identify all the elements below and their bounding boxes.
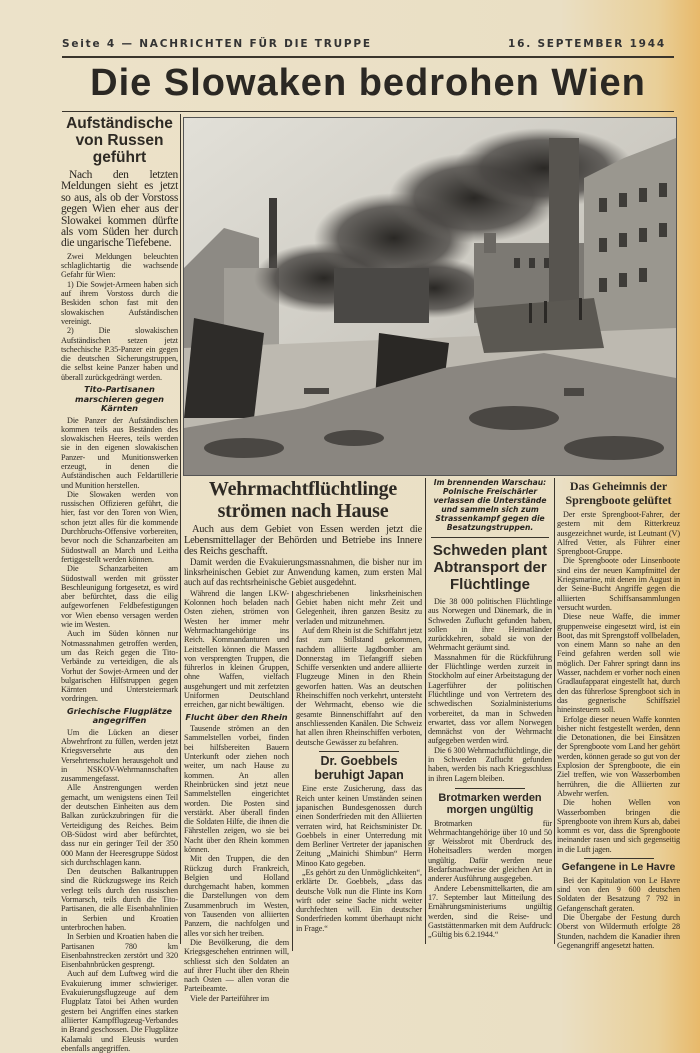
- paragraph: Auf dem Rhein ist die Schiffahrt jetzt fast zum Stillstand gekommen, nachdem alliierte Jagdbomber am Donnerstag im Tiefangriff sieben Schiffe versenkten und andere alliierte Flugzeuge Minen in den Rhein geworfen hatten. Was an deutschen Rheinschiffen noch verkehrt, untersteht der Wehrmacht, ebenso wie die gesamte Binnenschiffahrt auf den anschliessenden Kanälen. Die Schweiz hat allen ihren Rheinschiffen verboten, deutsche Gewässer zu befahren.: [296, 625, 422, 747]
- havre-body: [557, 876, 680, 950]
- paragraph: Brotmarken für Wehrmachtangehörige über 10 und 50 gr Weissbrot mit Überdruck des Hoheitsadlers werden morgen ungültig. Dafür werden neue Bedarfsnachweise der gleichen Art in anderer Ausführung ausgegeben.: [428, 818, 552, 884]
- warsaw-photo: [183, 117, 677, 476]
- column-a: [184, 589, 289, 1003]
- subheading: Griechische Flugplätze angegriffen: [66, 705, 173, 726]
- article-headline: Wehrmachtflüchtlinge strömen nach Hause: [208, 478, 398, 522]
- photo-caption: Im brennenden Warschau: Polnische Freischärler verlassen die Unterstände und sammeln sich zum Strassenkampf gegen die Besatzungstruppen.: [433, 478, 547, 532]
- paragraph: Die Übergabe der Festung durch Oberst von Wildermuth erfolgte 28 Stunden, nachdem die Kanadier ihren Gegenangriff angesetzt hatten.: [557, 912, 680, 950]
- paragraph: Den deutschen Balkantruppen sind die Rückzugswege ins Reich verlegt teils durch den russischen Vormarsch, teils durch die Tito-Partisanen, die alle Eisenbahnlinien in Serbien und Kroatien unterbrochen haben.: [61, 867, 178, 932]
- section-rule: [319, 751, 399, 753]
- paragraph: Zwei Meldungen beleuchten schlaglichtartig die wachsende Gefahr für Wien:: [61, 251, 178, 280]
- masthead: [62, 38, 674, 54]
- paragraph: Der erste Sprengboot-Fahrer, der gestern mit dem Ritterkreuz ausgezeichnet wurde, ist Leutnant (V) Alfred Vetter, als Führer einer Sprengboot-Gruppe.: [557, 510, 680, 557]
- paragraph: Um die Lücken an dieser Abwehrfront zu füllen, werden jetzt Kriegsversehrte aus den Versehrtenschulen herausgeholt und in NSKOV-Wehrmannschaften zusammengefasst.: [61, 727, 178, 784]
- section-rule: [455, 788, 525, 789]
- paragraph: Mit den Truppen, die den Rückzug durch Frankreich, Belgien und Holland durchgemacht haben, kommen die Darstellungen von dem Zusammenbruch im Westen, von Tausenden von alliierten Panzern, die nachfolgen und alles vor sich her treiben.: [184, 854, 289, 938]
- paragraph: Die Bevölkerung, die dem Kriegsgeschehen entrinnen will, schliesst sich den Soldaten an auf ihrer Flucht über den Rhein nach Osten — allen voran die Parteibeamte.: [184, 937, 289, 994]
- paragraph: Die 6 300 Wehrmachtflüchtlinge, die in Schweden Zuflucht gefunden haben, werden bis nach Kriegsschluss in ihren Lagern bleiben.: [428, 745, 552, 783]
- paragraph: Die Sprengboote oder Linsenboote sind eins der neuen Kampfmittel der Kriegsmarine, mit denen im August in der Seine-Bucht Angriffe gegen die alliierten Schiffsansammlungen versucht wurden.: [557, 556, 680, 612]
- paragraph: In Serbien und Kroatien haben die Partisanen 780 km Eisenbahnstrecken zerstört und 320 Eisenbahnbrücken gesprengt.: [61, 932, 178, 970]
- column-rule: [554, 478, 555, 944]
- lede-text: Nach den letzten Meldungen sieht es jetzt so aus, als ob der Vorstoss gegen Wien eher aus der Slowakei kommen dürfte als vom Süden her durch die ungarische Tiefebene.: [61, 169, 178, 250]
- paragraph: Diese neue Waffe, die immer gruppenweise eingesetzt wird, ist ein Boot, das mit Sprengstoff vollbeladen, von einem Mann so nahe an den Feind gefahren werden soll wie möglich. Der Fahrer springt dann ins Wasser, nachdem er vorher noch einen Gradlaufapparat eingestellt hat, durch den das führerlose Sprengboot sich in das gegnerische Schiffsziel hineinsteuern soll.: [557, 612, 680, 715]
- headline-rule: [62, 111, 674, 112]
- paragraph: Bei der Kapitulation von Le Havre sind von den 9 600 deutschen Soldaten der Besatzung 7 792 in Gefangenschaft geraten.: [557, 875, 680, 913]
- goebbels-body: [296, 784, 422, 933]
- brotmarken-body: [428, 819, 552, 940]
- paragraph: „Es gehört zu den Unmöglichkeiten“, erklärte Dr. Goebbels, „dass das deutsche Volk nun die Flinte ins Korn wirft oder seine Sache nicht weiter durchfechten will. Ein deutscher Sonderfrieden kommt überhaupt nicht in Frage.“: [296, 868, 422, 933]
- subheading: Flucht über den Rhein: [185, 711, 288, 722]
- article-aufstaendische: [61, 115, 178, 1053]
- section-rule: [431, 537, 549, 538]
- burning-city-photo: [184, 118, 676, 475]
- article-body: [61, 252, 178, 1053]
- paragraph: 1) Die Sowjet-Armeen haben sich auf ihrem Vorstoss durch die Beskiden schon fast mit den slowakischen Aufständischen vereinigt.: [61, 279, 178, 326]
- column-b: [296, 589, 422, 933]
- paragraph: Damit werden die Evakuierungsmassnahmen, die bisher nur im linksrheinischen Gebiet zur Anwendung kamen, zum ersten Mal auch auf das rechtsrheinische Gebiet ausgedehnt.: [184, 557, 422, 587]
- paragraph: Eine erste Zusicherung, dass das Reich unter keinen Umständen seinen japanischen Bundesgenossen durch einen Sonderfrieden mit den Alliierten verraten wird, hat Reichsminister Dr. Goebbels in einer Unterredung mit dem Berliner Vertreter der japanischen Zeitung „Mainichi Shimbun“ Herrn Minoo Kato gegeben.: [296, 784, 422, 868]
- paragraph: 2) Die slowakischen Aufständischen setzen jetzt tschechische P.35-Panzer ein gegen die deutschen Sicherungstruppen, die selbst keine Panzer haben und überall zurückgedrängt werden.: [61, 326, 178, 382]
- paragraph: Auch im Süden können nur Notmassnahmen getroffen werden, um das Reich gegen die Tito-Verbände zu verteidigen, die als Vorhut der Sowjet-Armeen und der bulgarischen Hilfstruppen gegen Kärnten und Untersteiermark vordringen.: [61, 629, 178, 704]
- article-lede: [184, 525, 422, 557]
- issue-date: 16. SEPTEMBER 1944: [507, 38, 666, 50]
- article-lede: [61, 170, 178, 250]
- page-label: Seite 4 — NACHRICHTEN FÜR DIE TRUPPE: [62, 38, 372, 50]
- paragraph: Die 38 000 politischen Flüchtlinge aus Norwegen und Dänemark, die in Schweden Zuflucht gefunden haben, sollen in ihre Heimatländer zurückkehren, sobald sie von der Wehrmacht geräumt sind.: [428, 597, 552, 653]
- paragraph: Während die langen LKW-Kolonnen hoch beladen nach Osten ziehen, strömen von Westen her immer mehr Wehrmachtangehörige ins Reich. Kommandanturen und Leitstellen können die Massen von versprengten Truppen, die führerlos in kleinen Gruppen, ohne Waffen, vielfach ausgehungert und mit zerfetzten Uniformen Deutschland erreichen, gar nicht bewältigen.: [184, 588, 289, 710]
- main-headline: Die Slowaken bedrohen Wien: [90, 62, 646, 104]
- paragraph: Die Schanzarbeiten am Südostwall werden mit grösster Beschleunigung fortgesetzt, es wird aber befürchtet, dass die eilig aufgeworfenen Feldbefestigungen vor Wien ebenso versagen werden wie im Westen.: [61, 564, 178, 630]
- schweden-headline: Schweden plant Abtransport der Flüchtlinge: [432, 542, 548, 593]
- article-lede-2: [184, 558, 422, 587]
- goebbels-headline: Dr. Goebbels beruhigt Japan: [314, 754, 404, 783]
- article-headline: Aufständische von Russen geführt: [66, 115, 173, 166]
- paragraph: Die Slowaken werden von russischen Offizieren geführt, die hier, fast vor den Toren von Wien, schon jetzt alles für die kommende Durchbruchs-Offensive vorbereiten, bevor noch die Schanzarbeiten am Südostwall an March und Leitha fertiggestellt werden können.: [61, 489, 178, 564]
- paragraph: Tausende strömen an den Sammelstellen vorbei, finden bei hilfsbereiten Bauern Unterkunft oder ziehen noch weiter, um nach Hause zu kommen. An allen Rheinbrücken sind jetzt neue Sammelstellen eingerichtet worden. Die Posten sind verstärkt. Aber überall finden die Soldaten Hilfe, die ihnen die Fährstellen zeigen, wo sie bei Nacht über den Rhein kommen können.: [184, 724, 289, 854]
- paragraph: Erfolge dieser neuen Waffe konnten bisher nicht festgestellt werden, denn die Detonationen, die bei Einsätzen der Sprengboote vom Land her gehört werden, können gerade so gut von der Explosion der Sprengboote, die ein Ziel treffen, wie von Wasserbomben herrühren, die die Alliierten zur Abwehr werfen.: [557, 714, 680, 798]
- column-rule: [425, 478, 426, 944]
- sprengboote-headline: Das Geheimnis der Sprengboote gelüftet: [565, 479, 672, 507]
- paragraph: Alle Anstrengungen werden gemacht, um wenigstens einen Teil der deutschen Einheiten aus dem Balkan zurückzubringen für die Verteidigung des Reiches. Beim OB-Südost wird aber befürchtet, dass nur ein geringer Teil der 350 000 Mann der Heeresgruppe Südost sich durchschlagen kann.: [61, 783, 178, 867]
- paragraph: abgeschriebenen linksrheinischen Gebiet haben nicht mehr Zeit und Gelegenheit, ihren ganzen Besitz zu verladen und mitzunehmen.: [296, 588, 422, 626]
- article-wehrmachtfluechtlinge: [184, 478, 422, 1003]
- brotmarken-headline: Brotmarken werden morgen ungültig: [438, 791, 542, 817]
- paragraph: Die hohen Wellen von Wasserbomben bringen die Sprengboote von ihrem Kurs ab, dabei kommt es vor, dass die Sprengboote ineinander rasen und sich gegenseitig in die Luft jagen.: [557, 798, 680, 854]
- masthead-rule: [62, 56, 674, 58]
- column-rule: [180, 114, 181, 944]
- lede-text: Auch aus dem Gebiet von Essen werden jetzt die Lebensmittellager der Behörden und Betriebe ins Innere des Reichs geschafft.: [184, 524, 422, 557]
- paragraph: Die Panzer der Aufständischen kommen teils aus Beständen des slowakischen Heeres, teils werden sie in den eigenen slowakischen Panzer- und Munitionswerken erzeugt, in denen die Aufständischen auch Feldartillerie und Munition herstellen.: [61, 415, 178, 490]
- middle-right-column: [428, 478, 552, 939]
- paragraph: Andere Lebensmittelkarten, die am 17. September laut Mitteilung des Ernährungsministeriums ungültig werden, sind die Reise- und Gaststättenmarken mit dem Aufdruck: „Gültig bis 6.2.1944.“: [428, 883, 552, 940]
- paragraph: Viele der Parteiführer im: [190, 993, 270, 1003]
- paragraph: Massnahmen für die Rückführung der Flüchtlinge werden zurzeit in Stockholm auf einer Arbeitstagung der Lagerführer der politischen Flüchtlinge und von Vertretern des schwedischen Sozialministeriums vorbereitet, da man in Schweden erwartet, dass vor allem Norwegen demnächst von der Wehrmacht aufgegeben werden wird.: [428, 652, 552, 746]
- subheading: Tito-Partisanen marschieren gegen Kärnten: [75, 384, 164, 413]
- havre-headline: Gefangene in Le Havre: [561, 860, 676, 873]
- column-rule: [292, 591, 293, 951]
- sprengboote-body: [557, 510, 680, 854]
- section-rule: [584, 858, 654, 859]
- right-column: [557, 480, 680, 950]
- paragraph: Auch auf dem Luftweg wird die Evakuierung immer schwieriger. Evakuierungsflugzeuge auf dem Flugplatz Tatoi bei Athen wurden gestern bei Angriffen eines starken alliierter Kampfflugzeug-Verbandes in Brand geschossen. Die Flugplätze Kalamaki und Eleusis wurden ebenfalls angegriffen.: [61, 969, 178, 1053]
- schweden-body: [428, 597, 552, 783]
